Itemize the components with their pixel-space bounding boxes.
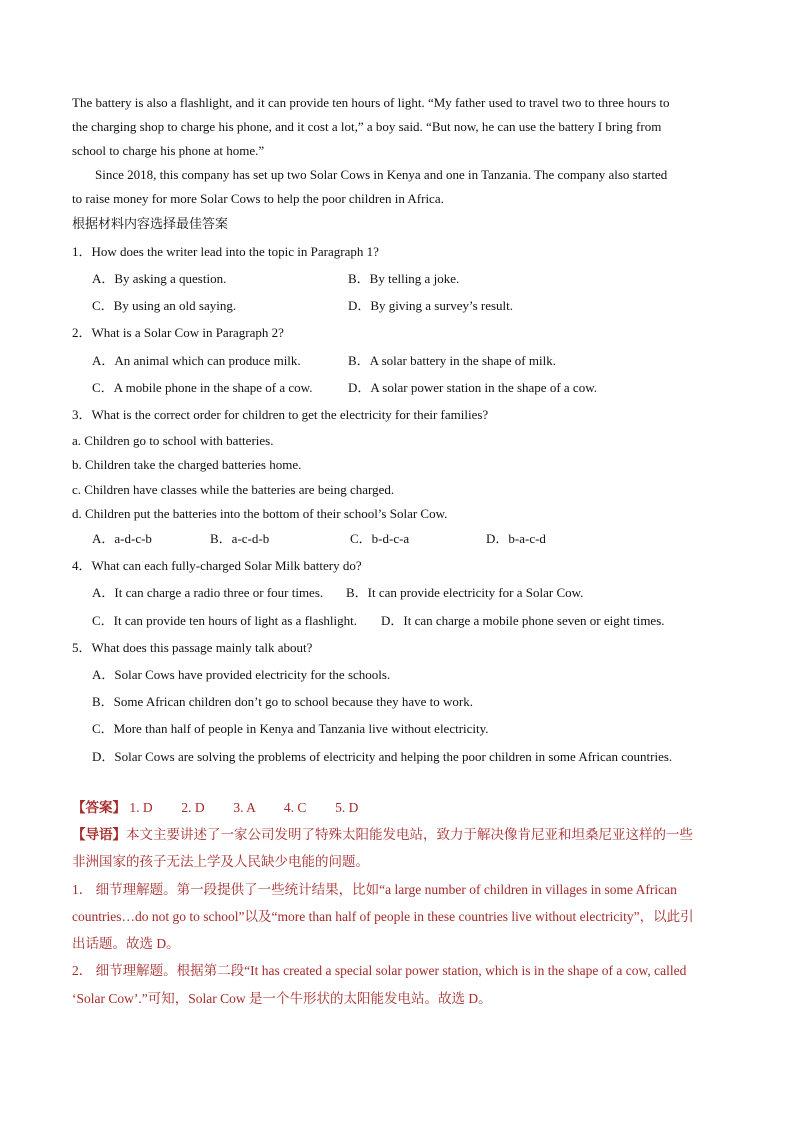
option-d: D．It can charge a mobile phone seven or eight times. [381, 613, 665, 628]
question-stem: 4．What can each fully-charged Solar Milk battery do? [72, 558, 362, 573]
question-stem: 2．What is a Solar Cow in Paragraph 2? [72, 325, 284, 340]
explanation-line: 出话题。故选 D。 [72, 936, 180, 951]
answer-item: 2. D [181, 800, 205, 815]
answer-item: 4. C [283, 800, 307, 815]
option-d: D．b-a-c-d [486, 531, 546, 546]
answer-label: 【答案】 [72, 800, 126, 815]
passage-line: to raise money for more Solar Cows to help the poor children in Africa. [72, 191, 444, 206]
guide-label: 【导语】 [72, 827, 126, 842]
option-d: D．By giving a survey’s result. [348, 298, 514, 313]
passage-line: The battery is also a flashlight, and it can provide ten hours of light. “My father used to travel two to three hours to [72, 95, 670, 110]
option-b: B．Some African children don’t go to school because they have to work. [92, 694, 474, 709]
option-b: B．a-c-d-b [210, 531, 270, 546]
question-stem: 3．What is the correct order for children to get the electricity for their families? [72, 407, 489, 422]
option-b: B．A solar battery in the shape of milk. [348, 353, 556, 368]
answer-item: 1. D [129, 800, 153, 815]
option-b: B．It can provide electricity for a Solar Cow. [346, 585, 584, 600]
option-c: C．By using an old saying. [92, 298, 237, 313]
order-step: a. Children go to school with batteries. [72, 433, 274, 448]
option-c: C．A mobile phone in the shape of a cow. [92, 380, 313, 395]
guide-line: 非洲国家的孩子无法上学及人民缺少电能的问题。 [72, 854, 369, 869]
option-d: D．A solar power station in the shape of a cow. [348, 380, 597, 395]
option-c: C．b-d-c-a [350, 531, 410, 546]
option-c: C．More than half of people in Kenya and Tanzania live without electricity. [92, 721, 489, 736]
explanation-line: countries…do not go to school”以及“more than half of people in these countries live without electricity”，以此引 [72, 909, 694, 924]
passage-line: school to charge his phone at home.” [72, 143, 265, 158]
instruction: 根据材料内容选择最佳答案 [72, 216, 229, 231]
guide-text: 本文主要讲述了一家公司发明了特殊太阳能发电站，致力于解决像肯尼亚和坦桑尼亚这样的一些 [126, 827, 693, 842]
question-stem: 1．How does the writer lead into the topic in Paragraph 1? [72, 244, 379, 259]
option-a: A．It can charge a radio three or four times. [92, 585, 324, 600]
question-stem: 5．What does this passage mainly talk about? [72, 640, 313, 655]
guide-line [72, 826, 693, 844]
order-step: c. Children have classes while the batteries are being charged. [72, 482, 395, 497]
option-b: B．By telling a joke. [348, 271, 460, 286]
passage-line: Since 2018, this company has set up two Solar Cows in Kenya and one in Tanzania. The company also started [95, 167, 668, 182]
answer-item: 5. D [335, 800, 359, 815]
option-d: D．Solar Cows are solving the problems of electricity and helping the poor children in some African countries. [92, 749, 673, 764]
option-c: C．It can provide ten hours of light as a flashlight. [92, 613, 358, 628]
explanation-line: 2． 细节理解题。根据第二段“It has created a special solar power station, which is in the shape of a cow, called [72, 963, 687, 978]
option-a: A．a-d-c-b [92, 531, 152, 546]
passage-line: the charging shop to charge his phone, and it cost a lot,” a boy said. “But now, he can use the battery I bring from [72, 119, 662, 134]
option-a: A．An animal which can produce milk. [92, 353, 301, 368]
option-a: A．Solar Cows have provided electricity for the schools. [92, 667, 391, 682]
order-step: d. Children put the batteries into the bottom of their school’s Solar Cow. [72, 506, 448, 521]
answer-line [72, 799, 358, 817]
explanation-line: ‘Solar Cow’.”可知，Solar Cow 是一个牛形状的太阳能发电站。故选 D。 [72, 991, 492, 1006]
answer-item: 3. A [233, 800, 256, 815]
order-step: b. Children take the charged batteries home. [72, 457, 302, 472]
explanation-line: 1． 细节理解题。第一段提供了一些统计结果，比如“a large number of children in villages in some African [72, 882, 677, 897]
option-a: A．By asking a question. [92, 271, 227, 286]
